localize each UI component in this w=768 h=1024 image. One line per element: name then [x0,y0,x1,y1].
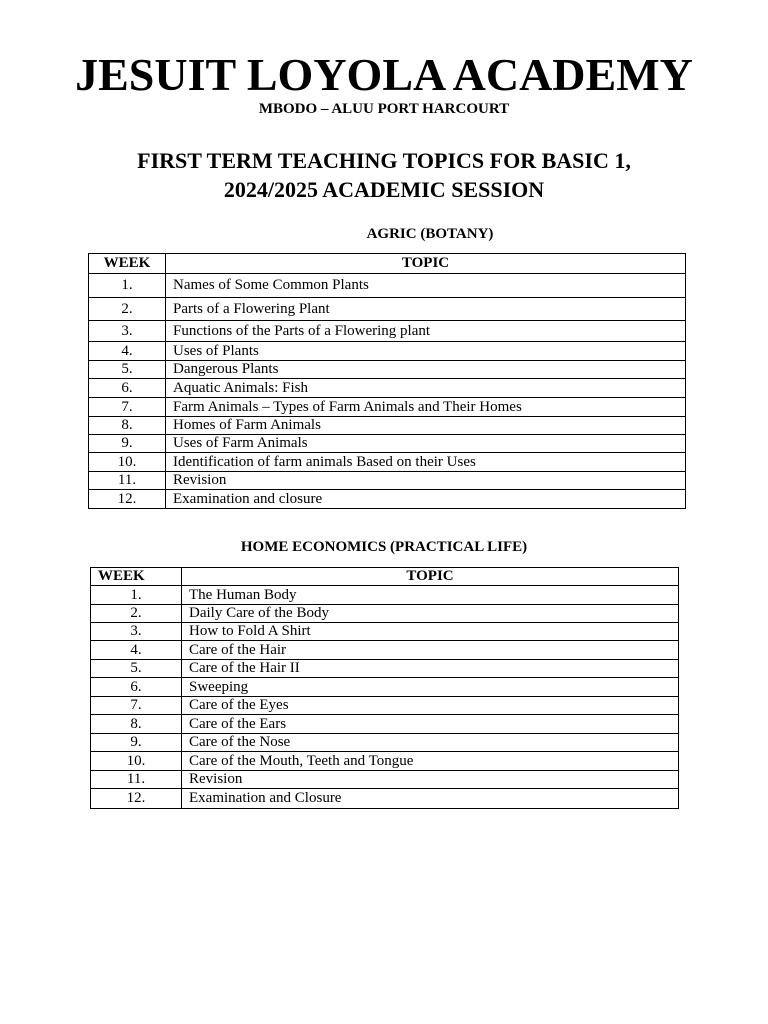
table-row [91,623,679,641]
topic-text: Care of the Hair [182,641,679,660]
table-header-row [89,254,686,274]
table-row [91,641,679,660]
table-row [89,298,686,321]
agric-heading: AGRIC (BOTANY) [366,226,494,242]
table-row [89,398,686,417]
week-number: 1. [89,274,166,298]
table-row [91,678,679,697]
table-row [89,417,686,435]
topic-text: Sweeping [182,678,679,697]
week-number: 4. [91,641,182,660]
table-row [91,789,679,809]
topic-text: Functions of the Parts of a Flowering plant [166,321,686,342]
topic-text: Dangerous Plants [166,361,686,379]
topic-text: Uses of Plants [166,342,686,361]
table-row [89,361,686,379]
topic-text: Farm Animals – Types of Farm Animals and Their Homes [166,398,686,417]
week-number: 8. [91,715,182,734]
week-number: 1. [91,586,182,605]
week-number: 4. [89,342,166,361]
week-number: 5. [89,361,166,379]
table-row [89,321,686,342]
topic-text: Aquatic Animals: Fish [166,379,686,398]
table-row [91,771,679,789]
week-number: 8. [89,417,166,435]
week-number: 10. [89,453,166,472]
topic-text: Care of the Ears [182,715,679,734]
school-name: JESUIT LOYOLA ACADEMY [75,49,693,100]
week-number: 2. [91,605,182,623]
week-column-header: WEEK [89,254,166,274]
topic-column-header: TOPIC [182,568,679,586]
week-number: 7. [91,697,182,715]
week-number: 11. [91,771,182,789]
table-row [91,605,679,623]
topic-text: Revision [182,771,679,789]
week-number: 10. [91,752,182,771]
document-title [0,146,768,204]
week-number: 7. [89,398,166,417]
table-row [89,379,686,398]
table-row [89,342,686,361]
table-row [89,435,686,453]
agric-topics-table [88,253,686,509]
week-number: 12. [91,789,182,809]
topic-text: Revision [166,472,686,490]
week-number: 5. [91,660,182,678]
table-row [91,660,679,678]
week-number: 6. [89,379,166,398]
week-number: 9. [91,734,182,752]
week-number: 11. [89,472,166,490]
agric-topics-body [89,274,686,509]
table-row [89,274,686,298]
topic-text: Care of the Hair II [182,660,679,678]
home-economics-topics-body [91,586,679,809]
topic-text: Examination and closure [166,490,686,509]
table-row [91,586,679,605]
topic-text: Care of the Eyes [182,697,679,715]
school-address: MBODO – ALUU PORT HARCOURT [258,101,510,117]
topic-text: Daily Care of the Body [182,605,679,623]
topic-text: The Human Body [182,586,679,605]
week-number: 3. [89,321,166,342]
week-number: 2. [89,298,166,321]
topic-text: Uses of Farm Animals [166,435,686,453]
topic-text: Parts of a Flowering Plant [166,298,686,321]
topic-text: Identification of farm animals Based on their Uses [166,453,686,472]
topic-text: How to Fold A Shirt [182,623,679,641]
week-number: 3. [91,623,182,641]
week-number: 6. [91,678,182,697]
week-column-header: WEEK [91,568,182,586]
table-row [91,715,679,734]
title-line-2: 2024/2025 ACADEMIC SESSION [223,177,545,202]
topic-text: Names of Some Common Plants [166,274,686,298]
week-number: 9. [89,435,166,453]
topic-column-header: TOPIC [166,254,686,274]
table-row [91,734,679,752]
home-economics-heading: HOME ECONOMICS (PRACTICAL LIFE) [240,539,528,555]
week-number: 12. [89,490,166,509]
topic-text: Care of the Mouth, Teeth and Tongue [182,752,679,771]
topic-text: Examination and Closure [182,789,679,809]
table-row [91,752,679,771]
topic-text: Homes of Farm Animals [166,417,686,435]
topic-text: Care of the Nose [182,734,679,752]
table-row [91,697,679,715]
table-row [89,453,686,472]
title-line-1: FIRST TERM TEACHING TOPICS FOR BASIC 1, [137,148,631,173]
table-row [89,472,686,490]
table-row [89,490,686,509]
table-header-row [91,568,679,586]
home-economics-topics-table [90,567,679,809]
